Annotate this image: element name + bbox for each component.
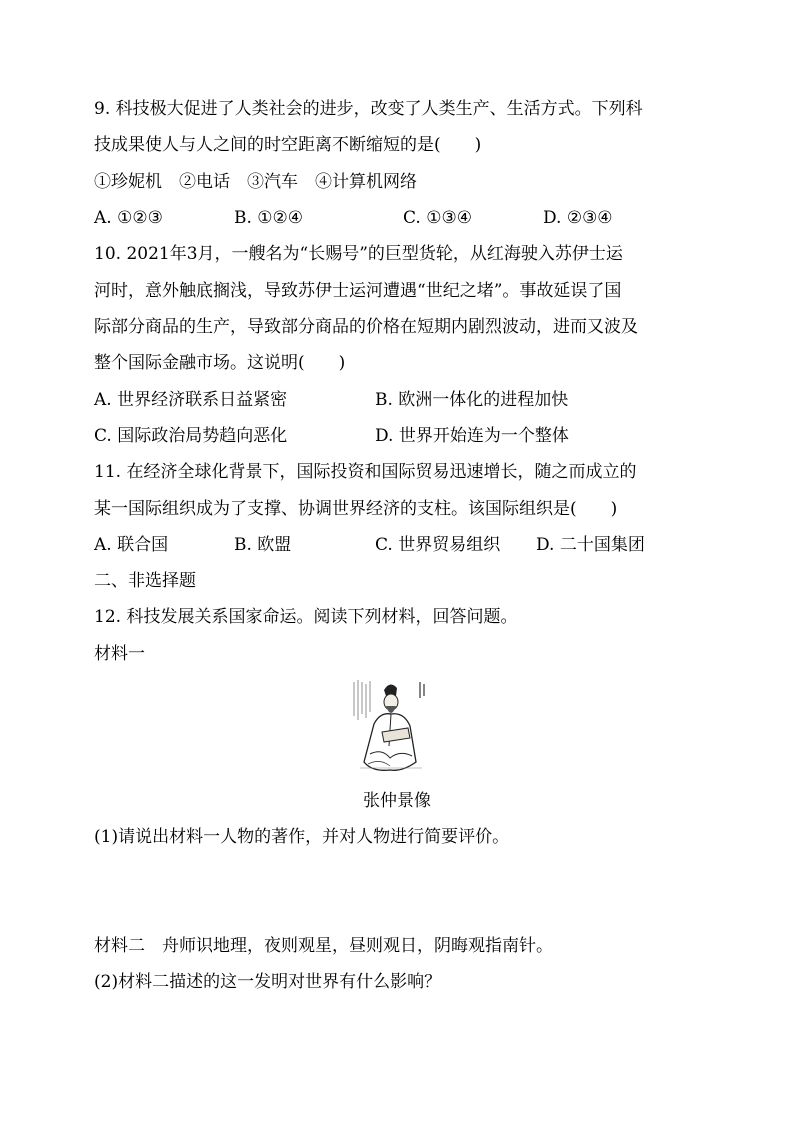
- q9-option-a: A. ①②③: [94, 208, 163, 228]
- q11-option-c: C. 世界贸易组织: [375, 535, 501, 555]
- q10-stem-line-3: 际部分商品的生产，导致部分商品的价格在短期内剧烈波动，进而又波及: [94, 317, 638, 337]
- q9-stem-line-1: 9. 科技极大促进了人类社会的进步，改变了人类生产、生活方式。下列科: [94, 99, 643, 119]
- q10-stem-line-1: 10. 2021年3月，一艘名为“长赐号”的巨型货轮，从红海驶入苏伊士运: [94, 244, 623, 264]
- q12-sub-question-2: (2)材料二描述的这一发明对世界有什么影响？: [94, 972, 442, 992]
- material-2-text: 材料二 舟师识地理，夜则观星，昼则观日，阴晦观指南针。: [94, 936, 553, 956]
- q11-stem-line-1: 11. 在经济全球化背景下，国际投资和国际贸易迅速增长，随之而成立的: [94, 462, 637, 482]
- q9-option-d: D. ②③④: [543, 208, 613, 228]
- q10-option-b: B. 欧洲一体化的进程加快: [375, 390, 569, 410]
- q12-sub-question-1: (1)请说出材料一人物的著作，并对人物进行简要评价。: [94, 827, 510, 847]
- q9-option-c: C. ①③④: [403, 208, 472, 228]
- portrait-image: [350, 676, 432, 776]
- q11-option-b: B. 欧盟: [234, 535, 292, 555]
- q11-stem-line-2: 某一国际组织成为了支撑、协调世界经济的支柱。该国际组织是( ): [94, 499, 618, 519]
- q9-items: ①珍妮机 ②电话 ③汽车 ④计算机网络: [94, 172, 417, 192]
- q11-option-d: D. 二十国集团: [536, 535, 645, 555]
- q10-option-c: C. 国际政治局势趋向恶化: [94, 426, 288, 446]
- portrait-caption: 张仲景像: [363, 791, 431, 811]
- material-1-label: 材料一: [94, 644, 145, 664]
- q9-stem-line-2: 技成果使人与人之间的时空距离不断缩短的是( ): [94, 135, 482, 155]
- q12-stem: 12. 科技发展关系国家命运。阅读下列材料，回答问题。: [94, 607, 518, 627]
- q11-option-a: A. 联合国: [94, 535, 169, 555]
- section-title-non-choice: 二、非选择题: [94, 571, 196, 591]
- q10-stem-line-4: 整个国际金融市场。这说明( ): [94, 353, 346, 373]
- q10-option-a: A. 世界经济联系日益紧密: [94, 390, 288, 410]
- q9-option-b: B. ①②④: [234, 208, 304, 228]
- q10-option-d: D. 世界开始连为一个整体: [375, 426, 569, 446]
- q10-stem-line-2: 河时，意外触底搁浅，导致苏伊士运河遭遇“世纪之堵”。事故延误了国: [94, 281, 622, 301]
